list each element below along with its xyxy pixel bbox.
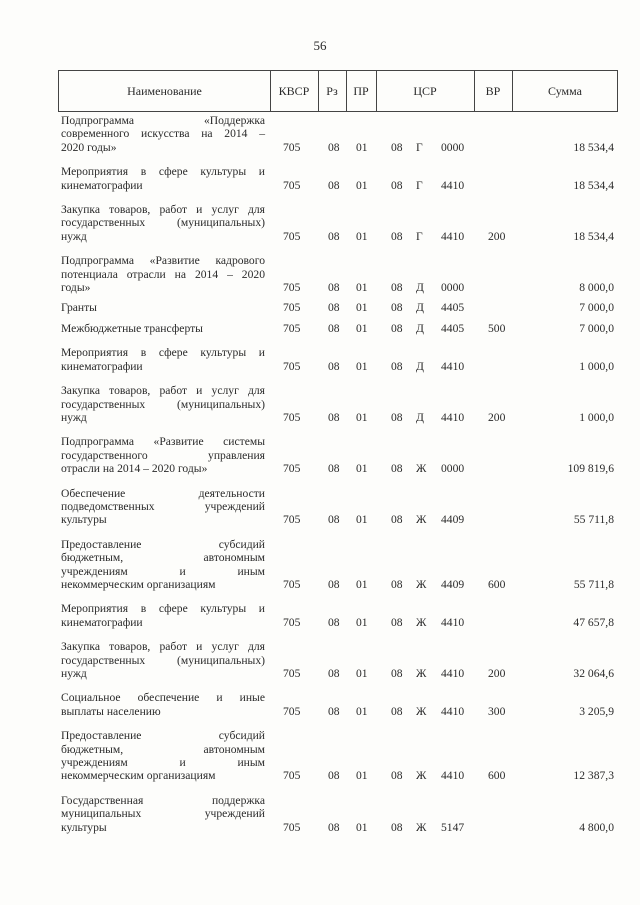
cell-csr-code: 0000 — [441, 140, 465, 154]
row-name-line: бюджетным, автономным — [61, 551, 265, 565]
cell-vr: 300 — [488, 704, 506, 718]
cell-kvsr: 705 — [283, 321, 301, 335]
cell-sum: 18 534,4 — [573, 178, 614, 192]
row-name — [58, 536, 265, 594]
row-name-line: Закупка товаров, работ и услуг для — [61, 384, 265, 398]
cell-kvsr: 705 — [283, 462, 301, 476]
cell-csr-subprogram: Ж — [416, 462, 427, 476]
cell-csr-program: 08 — [391, 704, 403, 718]
cell-rz: 08 — [328, 513, 340, 527]
cell-pr: 01 — [356, 577, 368, 591]
row-name-line: Социальное обеспечение и иные — [61, 691, 265, 705]
header-name: Наименование — [59, 71, 271, 111]
row-name-line: кинематографии — [61, 359, 143, 373]
cell-vr: 600 — [488, 769, 506, 783]
cell-pr: 01 — [356, 410, 368, 424]
row-name-line: государственных (муниципальных) — [61, 397, 265, 411]
header-vr: ВР — [474, 71, 513, 111]
cell-rz: 08 — [328, 321, 340, 335]
cell-csr-code: 5147 — [441, 820, 465, 834]
table-row — [58, 382, 618, 426]
table-row — [58, 638, 618, 682]
cell-sum: 3 205,9 — [579, 704, 614, 718]
cell-kvsr: 705 — [283, 178, 301, 192]
cell-pr: 01 — [356, 178, 368, 192]
cell-csr-program: 08 — [391, 301, 403, 315]
row-name-line: некоммерческим организациям — [61, 577, 216, 591]
header-pr: ПР — [346, 71, 377, 111]
row-name-line: Предоставление субсидий — [61, 729, 265, 743]
cell-csr-code: 4410 — [441, 410, 465, 424]
cell-csr-code: 4410 — [441, 229, 465, 243]
cell-csr-program: 08 — [391, 281, 403, 295]
cell-csr-code: 4409 — [441, 513, 465, 527]
row-name-line: Государственная поддержка — [61, 793, 265, 807]
cell-sum: 55 711,8 — [573, 577, 614, 591]
row-name-line: Мероприятия в сфере культуры и — [61, 602, 265, 616]
cell-csr-subprogram: Ж — [416, 667, 427, 680]
header-rz: Рз — [318, 71, 347, 111]
cell-csr-program: 08 — [391, 410, 403, 424]
row-name-line: Гранты — [61, 301, 97, 315]
row-name — [58, 638, 265, 682]
cell-pr: 01 — [356, 667, 368, 680]
row-name — [58, 792, 265, 836]
table-row — [58, 163, 618, 194]
cell-csr-subprogram: Д — [416, 410, 424, 424]
cell-rz: 08 — [328, 140, 340, 154]
cell-pr: 01 — [356, 281, 368, 295]
cell-kvsr: 705 — [283, 281, 301, 295]
cell-sum: 7 000,0 — [579, 321, 614, 335]
cell-csr-program: 08 — [391, 178, 403, 192]
table-row — [58, 433, 618, 477]
cell-kvsr: 705 — [283, 615, 301, 629]
table-body — [58, 112, 618, 836]
cell-sum: 8 000,0 — [579, 281, 614, 295]
cell-rz: 08 — [328, 410, 340, 424]
row-name-line: культуры — [61, 820, 107, 834]
cell-csr-subprogram: Г — [416, 229, 423, 243]
cell-rz: 08 — [328, 229, 340, 243]
table-row — [58, 112, 618, 156]
row-name-line: бюджетным, автономным — [61, 742, 265, 756]
row-name — [58, 163, 265, 194]
cell-pr: 01 — [356, 321, 368, 335]
cell-csr-subprogram: Ж — [416, 577, 427, 591]
cell-csr-code: 4410 — [441, 615, 465, 629]
row-name-line: подведомственных учреждений — [61, 499, 265, 513]
cell-kvsr: 705 — [283, 704, 301, 718]
row-name-line: Закупка товаров, работ и услуг для — [61, 640, 265, 654]
cell-csr-program: 08 — [391, 462, 403, 476]
cell-rz: 08 — [328, 667, 340, 680]
cell-sum: 55 711,8 — [573, 513, 614, 527]
cell-csr-program: 08 — [391, 615, 403, 629]
row-name-line: нужд — [61, 229, 87, 243]
cell-rz: 08 — [328, 615, 340, 629]
cell-csr-code: 4409 — [441, 577, 465, 591]
cell-csr-code: 0000 — [441, 281, 465, 295]
cell-csr-program: 08 — [391, 577, 403, 591]
cell-rz: 08 — [328, 577, 340, 591]
cell-vr: 200 — [488, 410, 506, 424]
table-row — [58, 252, 618, 296]
row-name — [58, 433, 265, 477]
cell-rz: 08 — [328, 462, 340, 476]
cell-csr-program: 08 — [391, 667, 403, 680]
cell-rz: 08 — [328, 769, 340, 783]
row-name — [58, 299, 265, 316]
cell-csr-code: 4410 — [441, 704, 465, 718]
cell-csr-subprogram: Ж — [416, 704, 427, 718]
table-row — [58, 485, 618, 529]
cell-csr-subprogram: Ж — [416, 615, 427, 629]
table-row — [58, 320, 618, 337]
cell-kvsr: 705 — [283, 769, 301, 783]
cell-pr: 01 — [356, 140, 368, 154]
row-name-line: потенциала отрасли на 2014 – 2020 — [61, 267, 265, 281]
cell-vr: 600 — [488, 577, 506, 591]
cell-sum: 1 000,0 — [579, 410, 614, 424]
row-name — [58, 382, 265, 426]
cell-rz: 08 — [328, 704, 340, 718]
cell-csr-program: 08 — [391, 140, 403, 154]
cell-vr: 500 — [488, 321, 506, 335]
cell-pr: 01 — [356, 359, 368, 373]
row-name-line: Мероприятия в сфере культуры и — [61, 165, 265, 179]
cell-pr: 01 — [356, 301, 368, 315]
row-name-line: Обеспечение деятельности — [61, 486, 265, 500]
cell-csr-subprogram: Ж — [416, 820, 427, 834]
cell-csr-program: 08 — [391, 820, 403, 834]
row-name-line: Предоставление субсидий — [61, 537, 265, 551]
row-name-line: Подпрограмма «Поддержка — [61, 114, 265, 127]
cell-csr-subprogram: Г — [416, 178, 423, 192]
cell-csr-program: 08 — [391, 359, 403, 373]
row-name — [58, 600, 265, 631]
row-name — [58, 344, 265, 375]
row-name — [58, 689, 265, 720]
cell-pr: 01 — [356, 820, 368, 834]
cell-sum: 18 534,4 — [573, 140, 614, 154]
row-name-line: учреждениям и иным — [61, 756, 265, 770]
cell-csr-code: 4405 — [441, 301, 465, 315]
table-row — [58, 600, 618, 631]
row-name-line: учреждениям и иным — [61, 564, 265, 578]
cell-csr-subprogram: Д — [416, 281, 424, 295]
row-name-line: 2020 годы» — [61, 140, 117, 154]
row-name-line: Закупка товаров, работ и услуг для — [61, 203, 265, 217]
cell-vr: 200 — [488, 667, 506, 680]
row-name — [58, 320, 265, 337]
cell-csr-subprogram: Д — [416, 321, 424, 335]
header-kvsr: КВСР — [270, 71, 319, 111]
page-number: 56 — [313, 38, 327, 53]
cell-csr-code: 4405 — [441, 321, 465, 335]
row-name — [58, 252, 265, 296]
row-name — [58, 201, 265, 245]
cell-vr: 200 — [488, 229, 506, 243]
cell-csr-subprogram: Ж — [416, 769, 427, 783]
cell-sum: 18 534,4 — [573, 229, 614, 243]
row-name-line: Мероприятия в сфере культуры и — [61, 346, 265, 360]
cell-pr: 01 — [356, 513, 368, 527]
row-name-line: выплаты населению — [61, 704, 161, 718]
cell-pr: 01 — [356, 704, 368, 718]
row-name-line: некоммерческим организациям — [61, 769, 216, 783]
table-row — [58, 792, 618, 836]
cell-csr-program: 08 — [391, 513, 403, 527]
row-name-line: современного искусства на 2014 – — [61, 127, 265, 141]
table-row — [58, 689, 618, 720]
cell-csr-program: 08 — [391, 321, 403, 335]
table-header — [58, 70, 618, 112]
cell-csr-program: 08 — [391, 229, 403, 243]
row-name-line: нужд — [61, 410, 87, 424]
cell-sum: 47 657,8 — [573, 615, 614, 629]
header-sum: Сумма — [548, 84, 582, 98]
row-name-line: годы» — [61, 281, 91, 295]
row-name-line: государственного управления — [61, 448, 265, 462]
table-row — [58, 201, 618, 245]
cell-csr-subprogram: Г — [416, 140, 423, 154]
row-name-line: нужд — [61, 667, 87, 680]
cell-csr-code: 0000 — [441, 462, 465, 476]
row-name-line: кинематографии — [61, 615, 143, 629]
row-name-line: муниципальных учреждений — [61, 807, 265, 821]
cell-pr: 01 — [356, 229, 368, 243]
cell-kvsr: 705 — [283, 301, 301, 315]
cell-csr-code: 4410 — [441, 178, 465, 192]
cell-kvsr: 705 — [283, 359, 301, 373]
cell-sum: 7 000,0 — [579, 301, 614, 315]
cell-csr-code: 4410 — [441, 769, 465, 783]
cell-csr-subprogram: Ж — [416, 513, 427, 527]
cell-kvsr: 705 — [283, 140, 301, 154]
budget-table — [58, 70, 618, 836]
table-row — [58, 536, 618, 594]
cell-pr: 01 — [356, 615, 368, 629]
table-row — [58, 344, 618, 375]
cell-rz: 08 — [328, 178, 340, 192]
table-row — [58, 727, 618, 785]
row-name — [58, 112, 265, 156]
cell-kvsr: 705 — [283, 577, 301, 591]
cell-kvsr: 705 — [283, 667, 301, 680]
cell-sum: 32 064,6 — [573, 667, 614, 680]
cell-csr-subprogram: Д — [416, 301, 424, 315]
cell-rz: 08 — [328, 301, 340, 315]
cell-sum: 4 800,0 — [579, 820, 614, 834]
row-name-line: культуры — [61, 513, 107, 527]
cell-csr-subprogram: Д — [416, 359, 424, 373]
row-name-line: государственных (муниципальных) — [61, 653, 265, 667]
cell-rz: 08 — [328, 820, 340, 834]
cell-kvsr: 705 — [283, 229, 301, 243]
row-name — [58, 727, 265, 785]
cell-csr-code: 4410 — [441, 667, 465, 680]
cell-kvsr: 705 — [283, 820, 301, 834]
row-name — [58, 485, 265, 529]
row-name-line: Подпрограмма «Развитие системы — [61, 435, 265, 449]
header-csr: ЦСР — [376, 71, 475, 111]
row-name-line: Межбюджетные трансферты — [61, 321, 203, 335]
cell-pr: 01 — [356, 769, 368, 783]
cell-kvsr: 705 — [283, 513, 301, 527]
row-name-line: государственных (муниципальных) — [61, 216, 265, 230]
cell-sum: 1 000,0 — [579, 359, 614, 373]
row-name-line: кинематографии — [61, 178, 143, 192]
cell-sum: 109 819,6 — [567, 462, 614, 476]
cell-rz: 08 — [328, 359, 340, 373]
table-row — [58, 299, 618, 316]
cell-pr: 01 — [356, 462, 368, 476]
cell-kvsr: 705 — [283, 410, 301, 424]
cell-csr-program: 08 — [391, 769, 403, 783]
row-name-line: отрасли на 2014 – 2020 годы» — [61, 462, 208, 476]
cell-sum: 12 387,3 — [573, 769, 614, 783]
cell-rz: 08 — [328, 281, 340, 295]
row-name-line: Подпрограмма «Развитие кадрового — [61, 254, 265, 268]
cell-csr-code: 4410 — [441, 359, 465, 373]
